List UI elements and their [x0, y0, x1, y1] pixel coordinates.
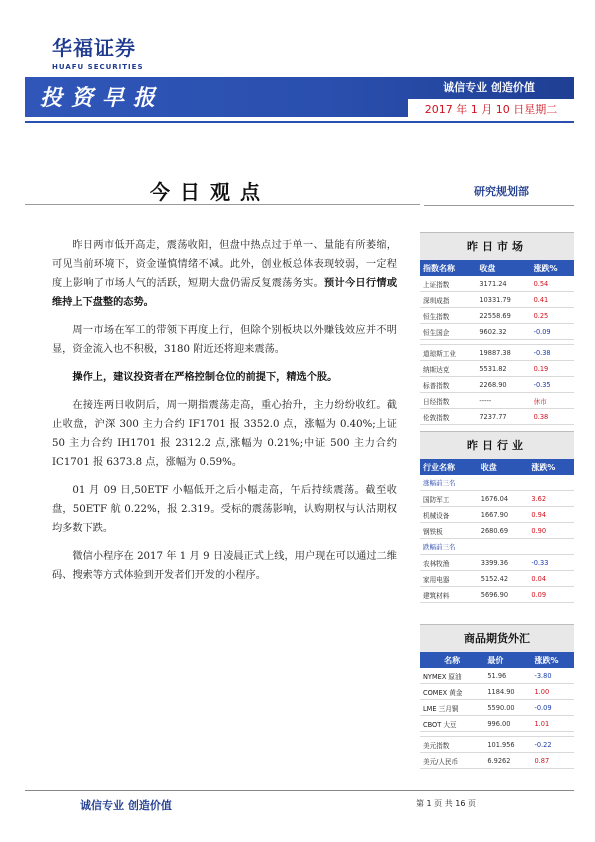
- table-row: LME 三月铜 5590.00 -0.09: [420, 700, 574, 716]
- table-row: 美元指数 101.956 -0.22: [420, 737, 574, 753]
- table-row: 美元/人民币 6.9262 0.87: [420, 753, 574, 769]
- article-body: [52, 236, 397, 594]
- table-row: 农林牧渔 3399.36 -0.33: [420, 555, 574, 571]
- header-slogan: 诚信专业 创造价值: [443, 81, 535, 94]
- paragraph-5: 01 月 09 日,50ETF 小幅低开之后小幅走高，午后持续震荡。截至收盘，50ETF 航 0.22%，报 2.319。受标的震荡影响，认购期权与认沽期权均多数下跌。: [52, 485, 397, 534]
- table-row: 上证指数 3171.24 0.54: [420, 276, 574, 292]
- table-row: COMEX 黄金 1184.90 1.00: [420, 684, 574, 700]
- table-row: CBOT 大豆 996.00 1.01: [420, 716, 574, 732]
- table-row: 机械设备 1667.90 0.94: [420, 507, 574, 523]
- col-name: 行业名称: [420, 459, 478, 475]
- futures-title: 商品期货外汇: [420, 624, 574, 652]
- company-logo: [52, 32, 144, 71]
- col-name: 名称: [420, 652, 484, 668]
- header-divider: [25, 121, 574, 123]
- paragraph-3: 操作上，建议投资者在严格控制仓位的前提下，精选个股。: [72, 371, 338, 383]
- col-name: 指数名称: [420, 260, 476, 276]
- title-divider: [25, 204, 420, 205]
- table-row: 道琼斯工业 19887.38 -0.38: [420, 345, 574, 361]
- market-table: [420, 260, 574, 425]
- table-row: 伦敦指数 7237.77 0.38: [420, 409, 574, 425]
- col-change: 涨跌%: [528, 459, 574, 475]
- page-number: 第 1 页 共 16 页: [416, 799, 476, 808]
- logo-cn: 华福证券: [52, 36, 136, 60]
- department-label: 研究规划部: [474, 185, 529, 198]
- industry-title: 昨日行业: [420, 431, 574, 459]
- table-row: NYMEX 原油 51.96 -3.80: [420, 668, 574, 684]
- table-row: 标普指数 2268.90 -0.35: [420, 377, 574, 393]
- table-row: 恒生指数 22558.69 0.25: [420, 308, 574, 324]
- table-row: 恒生国企 9602.32 -0.09: [420, 324, 574, 340]
- market-title: 昨日市场: [420, 232, 574, 260]
- col-change: 涨跌%: [531, 652, 574, 668]
- table-row: 建筑材料 5696.90 0.09: [420, 587, 574, 603]
- industry-panel: [420, 431, 574, 603]
- table-row: 日经指数 ----- 休市: [420, 393, 574, 409]
- table-row: 纳斯达克 5531.82 0.19: [420, 361, 574, 377]
- report-date: 2017 年 1 月 10 日星期二: [408, 99, 574, 121]
- report-title: 投资早报: [40, 86, 165, 111]
- section-title: 今日观点: [150, 180, 270, 204]
- paragraph-6: 微信小程序在 2017 年 1 月 9 日凌晨正式上线，用户现在可以通过二维码、搜索等方式体验到开发者们开发的小程序。: [52, 551, 397, 581]
- market-panel: [420, 232, 574, 425]
- footer-divider: [25, 790, 574, 791]
- col-change: 涨跌%: [531, 260, 574, 276]
- department-divider: [424, 205, 574, 206]
- table-row: 国防军工 1676.04 3.62: [420, 491, 574, 507]
- col-close: 收盘: [478, 459, 529, 475]
- up-group-label: 涨幅前三名: [420, 475, 574, 491]
- table-row: 家用电器 5152.42 0.04: [420, 571, 574, 587]
- table-row: 钢铁板 2680.69 0.90: [420, 523, 574, 539]
- futures-panel: [420, 624, 574, 769]
- industry-table: [420, 459, 574, 603]
- paragraph-4: 在接连两日收阴后，周一期指震荡走高，重心抬升，主力纷纷收红。截止收盘，沪深 300 主力合约 IF1701 报 3352.0 点，涨幅为 0.40%;上证 50 主力合约 IH1701 报 2312.2 点,涨幅为 0.21%;中证 500 主力合约 IC1701 报 6373.8 点，涨幅为 0.59%。: [52, 400, 397, 468]
- down-group-label: 跌幅前三名: [420, 539, 574, 555]
- footer-slogan: 诚信专业 创造价值: [80, 799, 172, 812]
- paragraph-2: 周一市场在军工的带领下再度上行，但除个别板块以外赚钱效应并不明显，资金流入也不积极，3180 附近还将迎来震荡。: [52, 325, 397, 355]
- futures-table: [420, 652, 574, 769]
- paragraph-1: 昨日两市低开高走，震荡收阳，但盘中热点过于单一、量能有所萎缩，可见当前环境下，资金谨慎情绪不减。此外，创业板总体表现较弱，一定程度上影响了市场人气的活跃，短期大盘仍需反复震荡务实。预计今日行情或维持上下盘整的态势。: [52, 240, 398, 308]
- col-close: 收盘: [476, 260, 530, 276]
- table-row: 深圳成指 10331.79 0.41: [420, 292, 574, 308]
- logo-en: HUAFU SECURITIES: [52, 63, 144, 71]
- col-price: 最价: [484, 652, 531, 668]
